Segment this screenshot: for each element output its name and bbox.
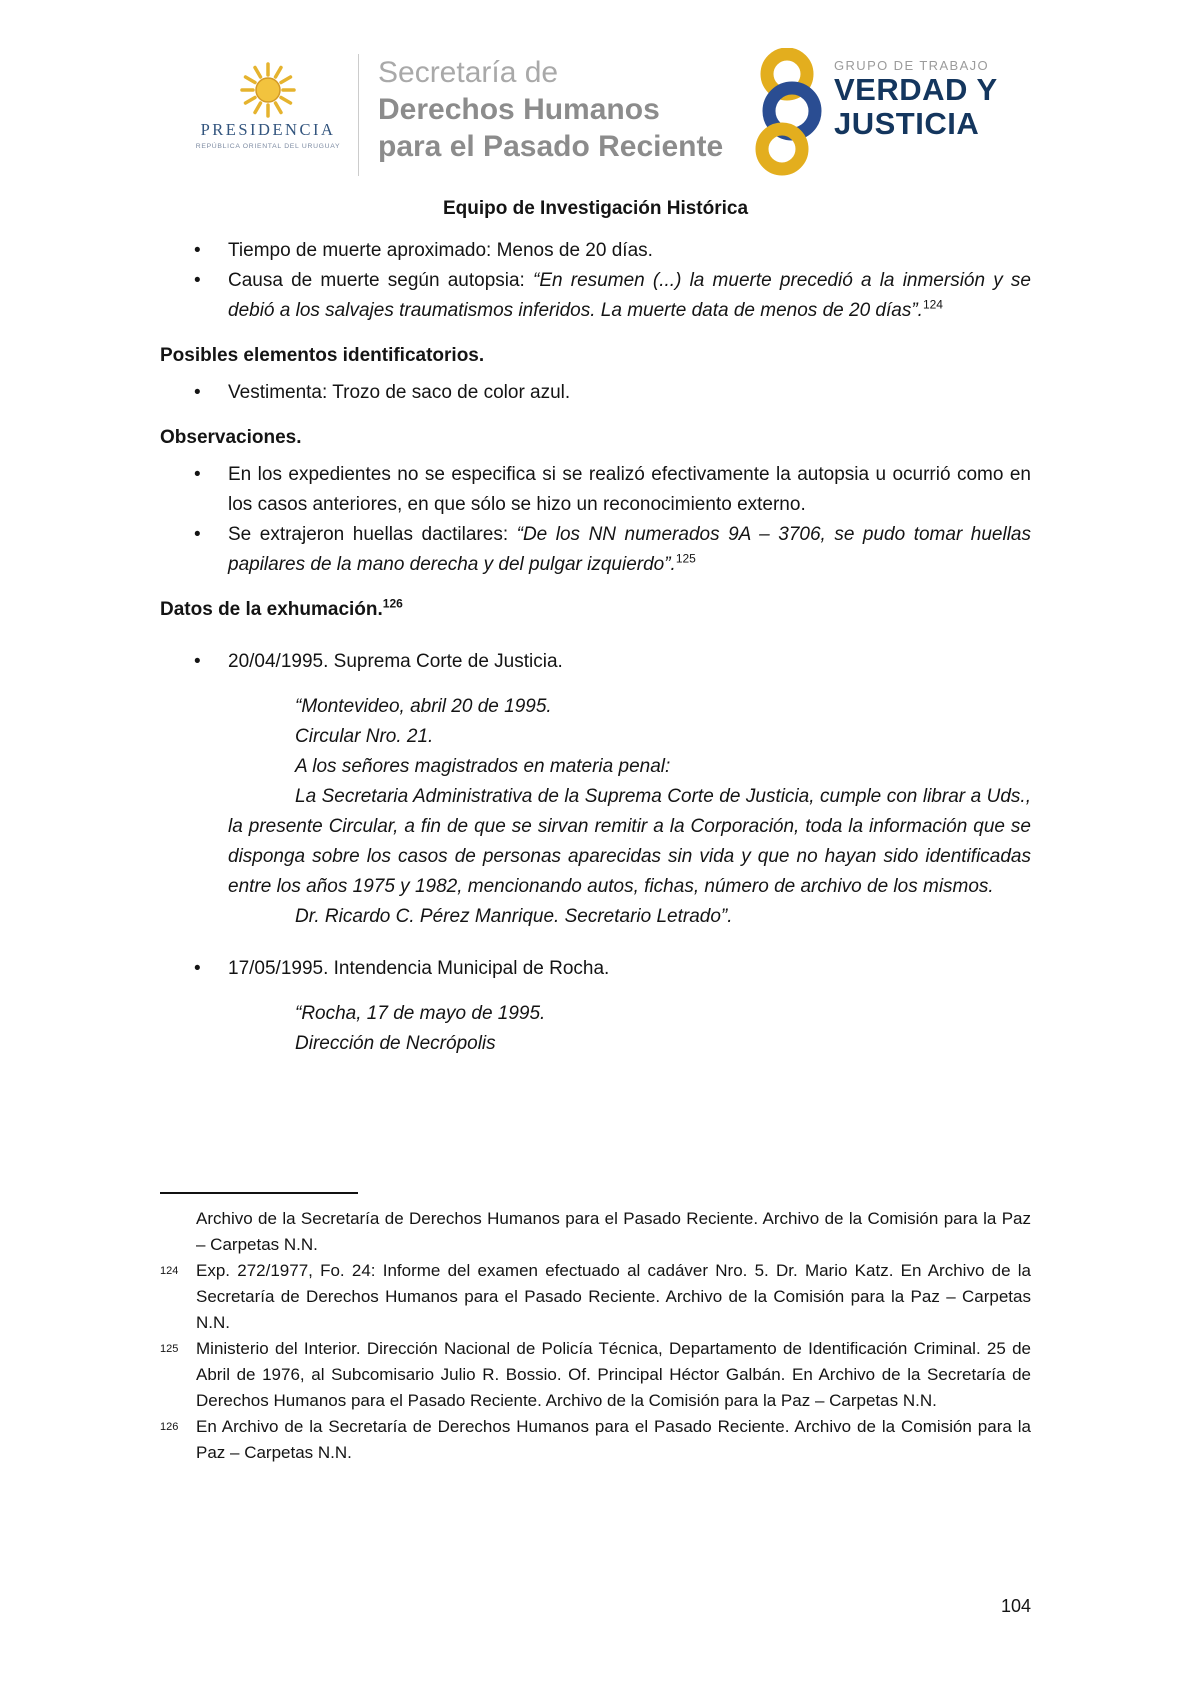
quote-paragraph: La Secretaria Administrativa de la Suprema Corte de Justicia, cumple con librar a Uds., la presente Circular, a fin de que se sirvan remitir a la Corporación, toda la información que se disponga sobre los casos de personas aparecidas sin vida y que no hayan sido identificadas entre los años 1975 y 1982, mencionando autos, fichas, número de archivo de los mismos. (228, 786, 1031, 897)
secretaria-wordmark (378, 54, 723, 165)
footnote-number: 124 (160, 1265, 179, 1277)
bullet-marker: • (194, 240, 201, 261)
header-divider (358, 54, 359, 176)
presidencia-logo (190, 60, 346, 150)
footnote-text: En Archivo de la Secretaría de Derechos Humanos para el Pasado Reciente. Archivo de la Comisión para la Paz – Carpetas N.N. (196, 1417, 1031, 1462)
list-item (160, 266, 1031, 326)
quote-line: “Rocha, 17 de mayo de 1995. (295, 1003, 546, 1024)
bullet-marker: • (194, 651, 201, 672)
page-number: 104 (1000, 1596, 1031, 1616)
intro-bullet-list (160, 236, 1031, 326)
secretaria-line1: Secretaría de (378, 56, 559, 89)
footnote-125 (160, 1336, 1031, 1414)
list-item (160, 236, 1031, 266)
verdad-justicia-wordmark (834, 46, 998, 141)
list-item (160, 520, 1031, 580)
block-quote-rocha (228, 999, 1031, 1059)
quote-line: A los señores magistrados en materia penal: (295, 756, 671, 777)
list-item (160, 460, 1031, 520)
list-item-text: Se extrajeron huellas dactilares: “De los NN numerados 9A – 3706, se pudo tomar huellas papilares de la mano derecha y del pulgar izquierdo”.$^{125}$ (228, 524, 1031, 575)
footnote-continuation (160, 1206, 1031, 1258)
footnote-text: Exp. 272/1977, Fo. 24: Informe del examen efectuado al cadáver Nro. 5. Dr. Mario Katz. En Archivo de la Secretaría de Derechos Humanos para el Pasado Reciente. Archivo de la Comisión para la Paz – Carpetas N.N. (196, 1261, 1031, 1332)
page-header (0, 46, 1191, 188)
list-item (160, 647, 1031, 677)
bullet-marker: • (194, 270, 201, 291)
list-item-text: En los expedientes no se especifica si se realizó efectivamente la autopsia u ocurrió como en los casos anteriores, en que sólo se hizo un reconocimiento externo. (228, 464, 1031, 515)
quoted-text: “De los NN numerados 9A – 3706, se pudo tomar huellas papilares de la mano derecha y del pulgar izquierdo”. (228, 524, 1031, 575)
footnote-text: Archivo de la Secretaría de Derechos Humanos para el Pasado Reciente. Archivo de la Comisión para la Paz – Carpetas N.N. (196, 1209, 1031, 1254)
footnote-ref-126: 126 (382, 596, 403, 611)
list-item-text: 17/05/1995. Intendencia Municipal de Rocha. (228, 958, 610, 979)
footnote-separator (160, 1192, 358, 1194)
bullet-marker: • (194, 524, 201, 545)
bullet-marker: • (194, 464, 201, 485)
bullet-marker: • (194, 958, 201, 979)
document-body (0, 194, 1191, 1059)
secretaria-line3: para el Pasado Reciente (378, 130, 724, 163)
footnote-text: Ministerio del Interior. Dirección Nacional de Policía Técnica, Departamento de Identificación Criminal. 25 de Abril de 1976, al Subcomisario Julio R. Bossio. Of. Principal Héctor Galbán. En Archivo de la Secretaría de Derechos Humanos para el Pasado Reciente. Archivo de la Comisión para la Paz – Carpetas N.N. (196, 1339, 1031, 1410)
quote-line: “Montevideo, abril 20 de 1995. (295, 696, 552, 717)
justicia-label: JUSTICIA (834, 106, 980, 141)
secretaria-line2: Derechos Humanos (378, 93, 660, 126)
section-heading-identificatorios: Posibles elementos identificatorios. (160, 345, 485, 366)
footnote-ref-125: 125 (675, 551, 696, 566)
bullet-marker: • (194, 382, 201, 403)
page-title: Equipo de Investigación Histórica (442, 198, 749, 219)
quote-line: Dirección de Necrópolis (295, 1033, 496, 1054)
block-quote-circular (228, 692, 1031, 932)
list-item-text: 20/04/1995. Suprema Corte de Justicia. (228, 651, 563, 672)
list-item-text: Vestimenta: Trozo de saco de color azul. (228, 382, 571, 403)
list-item-text: Tiempo de muerte aproximado: Menos de 20 días. (228, 240, 653, 261)
section-heading-exhumacion: Datos de la exhumación.$^{126}$ (160, 596, 403, 620)
chain-rings-icon (750, 48, 826, 185)
footnotes-section (160, 1192, 1031, 1466)
verdad-label: VERDAD Y (834, 72, 998, 107)
list-item (160, 378, 1031, 408)
footnote-number: 125 (160, 1343, 179, 1355)
footnote-ref-124: 124 (922, 297, 943, 312)
footnote-number: 126 (160, 1421, 179, 1433)
grupo-de-trabajo-label: GRUPO DE TRABAJO (834, 58, 990, 73)
list-item (160, 954, 1031, 984)
footnote-126 (160, 1414, 1031, 1466)
section-heading-observaciones: Observaciones. (160, 427, 302, 448)
footnote-124 (160, 1258, 1031, 1336)
quote-line: Dr. Ricardo C. Pérez Manrique. Secretario Letrado”. (295, 906, 733, 927)
presidencia-subtitle: REPÚBLICA ORIENTAL DEL URUGUAY (195, 143, 341, 150)
list-item-text: Causa de muerte según autopsia: “En resumen (...) la muerte precedió a la inmersión y se debió a los salvajes traumatismos inferidos. La muerte data de menos de 20 días”.$^{124}$ (228, 270, 1032, 321)
presidencia-wordmark: PRESIDENCIA (200, 120, 336, 139)
quote-line: Circular Nro. 21. (295, 726, 434, 747)
sun-icon (190, 60, 346, 118)
verdad-justicia-logo (750, 46, 998, 188)
quoted-text: “En resumen (...) la muerte precedió a la inmersión y se debió a los salvajes traumatismos inferidos. La muerte data de menos de 20 días”. (228, 270, 1032, 321)
